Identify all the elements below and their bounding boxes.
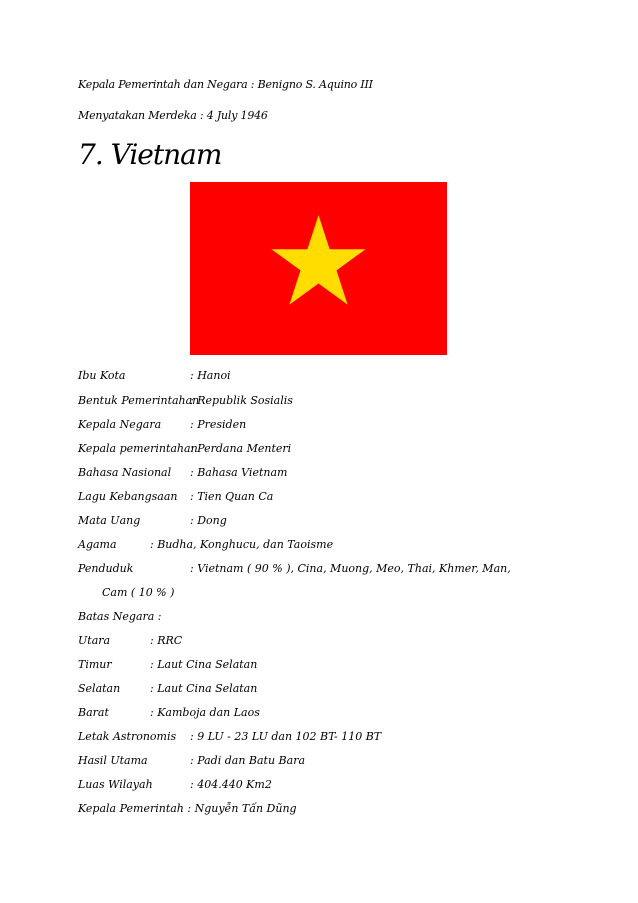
independence-line: Menyatakan Merdeka : 4 July 1946 (78, 109, 268, 122)
fact-value: : Laut Cina Selatan (150, 682, 258, 695)
fact-value: : 9 LU - 23 LU dan 102 BT- 110 BT (190, 730, 382, 743)
fact-label: Lagu Kebangsaan (78, 490, 178, 503)
head-of-state-line: Kepala Pemerintah dan Negara : Benigno S. Aquino III (78, 78, 373, 91)
fact-value: : Hanoi (190, 369, 231, 382)
fact-label: Mata Uang (78, 514, 141, 527)
fact-value: Cam ( 10 % ) (102, 586, 175, 599)
fact-label: Kepala Negara (78, 418, 162, 431)
fact-label: Kepala pemerintahan (78, 442, 198, 455)
fact-label: Batas Negara : (78, 610, 162, 623)
fact-label: Ibu Kota (78, 369, 126, 382)
fact-value: : Perdana Menteri (190, 442, 292, 455)
fact-value: : Dong (190, 514, 227, 527)
section-title: 7. Vietnam (78, 138, 222, 171)
fact-label: Penduduk (78, 562, 134, 575)
fact-value: : Presiden (190, 418, 247, 431)
fact-label: Hasil Utama (78, 754, 148, 767)
fact-label: Timur (78, 658, 112, 671)
fact-value: : Republik Sosialis (190, 394, 293, 407)
fact-label: Kepala Pemerintah : Nguyễn Tấn Dũng (78, 802, 297, 815)
fact-label: Barat (78, 706, 109, 719)
vietnam-flag (190, 182, 447, 355)
fact-label: Selatan (78, 682, 121, 695)
fact-value: : Laut Cina Selatan (150, 658, 258, 671)
fact-label: Agama (78, 538, 117, 551)
fact-value: : Budha, Konghucu, dan Taoisme (150, 538, 334, 551)
fact-label: Luas Wilayah (78, 778, 153, 791)
fact-value: : Padi dan Batu Bara (190, 754, 306, 767)
fact-value: : Tien Quan Ca (190, 490, 274, 503)
fact-value: : 404.440 Km2 (190, 778, 272, 791)
fact-label: Bentuk Pemerintahan (78, 394, 200, 407)
fact-value: : Bahasa Vietnam (190, 466, 288, 479)
fact-value: : Kamboja dan Laos (150, 706, 260, 719)
fact-label: Letak Astronomis (78, 730, 177, 743)
fact-value: : RRC (150, 634, 183, 647)
fact-value: : Vietnam ( 90 % ), Cina, Muong, Meo, Thai, Khmer, Man, (190, 562, 511, 575)
fact-label: Bahasa Nasional (78, 466, 172, 479)
fact-label: Utara (78, 634, 111, 647)
